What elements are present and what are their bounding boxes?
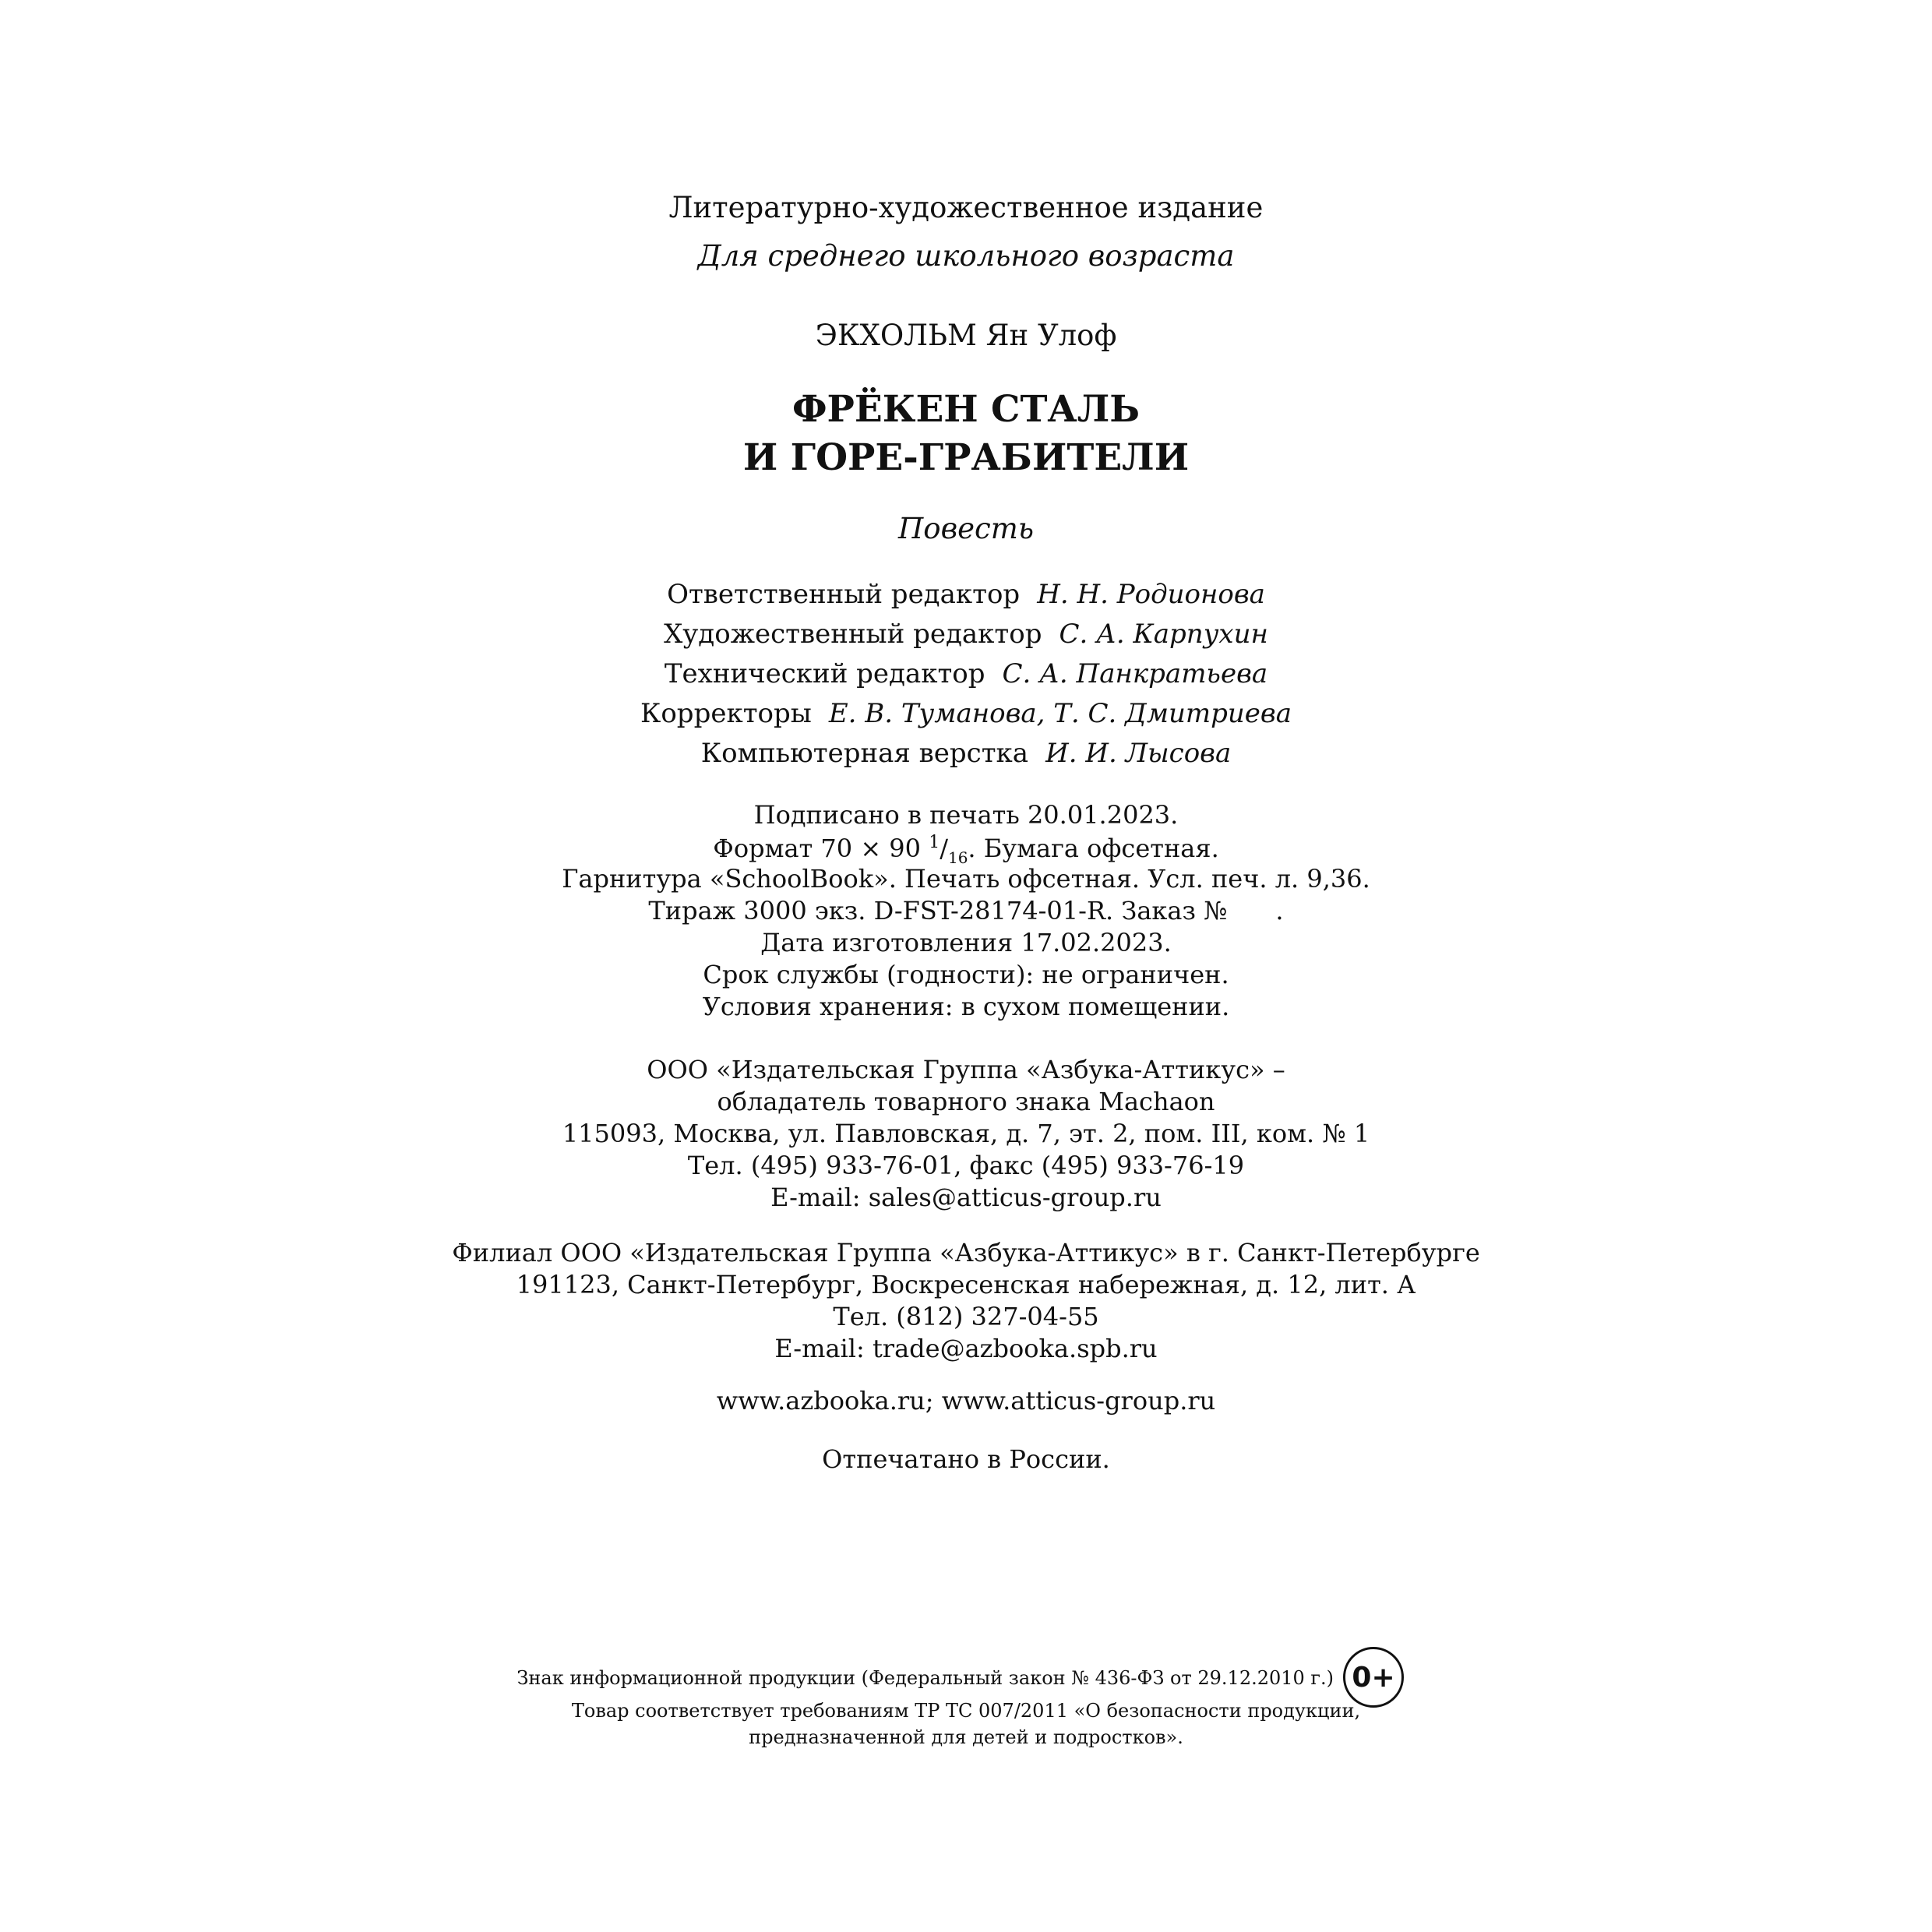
credit-name: Н. Н. Родионова [1037,579,1265,610]
age-rating-badge: 0+ [1343,1647,1404,1708]
format-line [0,834,1932,866]
branch-email: E-mail: trade@azbooka.spb.ru [774,1334,1158,1363]
author: ЭКХОЛЬМ Ян Улоф [815,319,1117,352]
printed-in: Отпечатано в России. [822,1444,1110,1474]
credit-name: И. И. Лысова [1045,738,1232,769]
publisher-line: ООО «Издательская Группа «Азбука-Аттикус» – [647,1055,1285,1084]
credit-role: Корректоры [640,698,812,729]
format-numerator: 1 [929,833,940,852]
print-run: Тираж 3000 экз. D-FST-28174-01-R. Заказ № [648,896,1228,925]
book-title-line1: ФРЁКЕН СТАЛЬ [791,388,1141,431]
credit-line [0,740,1932,767]
publisher-email: E-mail: sales@atticus-group.ru [770,1183,1162,1212]
publisher-line: обладатель товарного знака Machaon [717,1087,1215,1116]
compliance-line: предназначенной для детей и подростков». [749,1726,1183,1748]
websites: www.azbooka.ru; www.atticus-group.ru [716,1386,1216,1416]
edition-type: Литературно-художественное издание [668,191,1264,224]
credit-name: Е. В. Туманова, Т. С. Дмитриева [828,698,1292,729]
credit-role: Технический редактор [664,658,985,689]
storage-conditions: Условия хранения: в сухом помещении. [702,992,1230,1021]
branch-line: Филиал ООО «Издательская Группа «Азбука-Аттикус» в г. Санкт-Петербурге [452,1238,1480,1267]
publisher-phone: Тел. (495) 933-76-01, факс (495) 933-76-19 [687,1151,1245,1180]
order-end: . [1275,896,1284,925]
genre: Повесть [898,512,1034,545]
signed-date: Подписано в печать 20.01.2023. [753,800,1179,830]
credit-line [0,581,1932,608]
format-denominator: 16 [947,848,968,867]
branch-phone: Тел. (812) 327-04-55 [833,1302,1099,1331]
compliance-line: Товар соответствует требованиям ТР ТС 007/2011 «О безопасности продукции, [571,1700,1361,1722]
audience: Для среднего школьного возраста [697,239,1235,273]
credit-role: Художественный редактор [664,619,1042,650]
info-product-sign: Знак информационной продукции (Федеральный закон № 436-ФЗ от 29.12.2010 г.) [516,1667,1334,1689]
credit-line [0,700,1932,727]
credit-role: Ответственный редактор [667,579,1021,610]
credit-name: С. А. Карпухин [1059,619,1268,650]
publisher-address: 115093, Москва, ул. Павловская, д. 7, эт. 2, пом. III, ком. № 1 [562,1119,1370,1148]
manufacture-date: Дата изготовления 17.02.2023. [760,928,1172,957]
credit-name: С. А. Панкратьева [1002,658,1268,689]
credit-role: Компьютерная верстка [700,738,1029,769]
shelf-life: Срок службы (годности): не ограничен. [703,960,1229,989]
credit-line [0,658,1932,689]
format-suffix: . Бумага офсетная. [968,834,1219,863]
format-slash: / [940,834,948,863]
print-run-line [0,898,1932,923]
branch-address: 191123, Санкт-Петербург, Воскресенская набережная, д. 12, лит. А [516,1270,1416,1299]
book-title-line2: И ГОРЕ-ГРАБИТЕЛИ [742,436,1190,479]
credit-line [0,619,1932,650]
typeface-line: Гарнитура «SchoolBook». Печать офсетная. Усл. печ. л. 9,36. [562,864,1370,894]
format-prefix: Формат 70 × 90 [713,834,922,863]
